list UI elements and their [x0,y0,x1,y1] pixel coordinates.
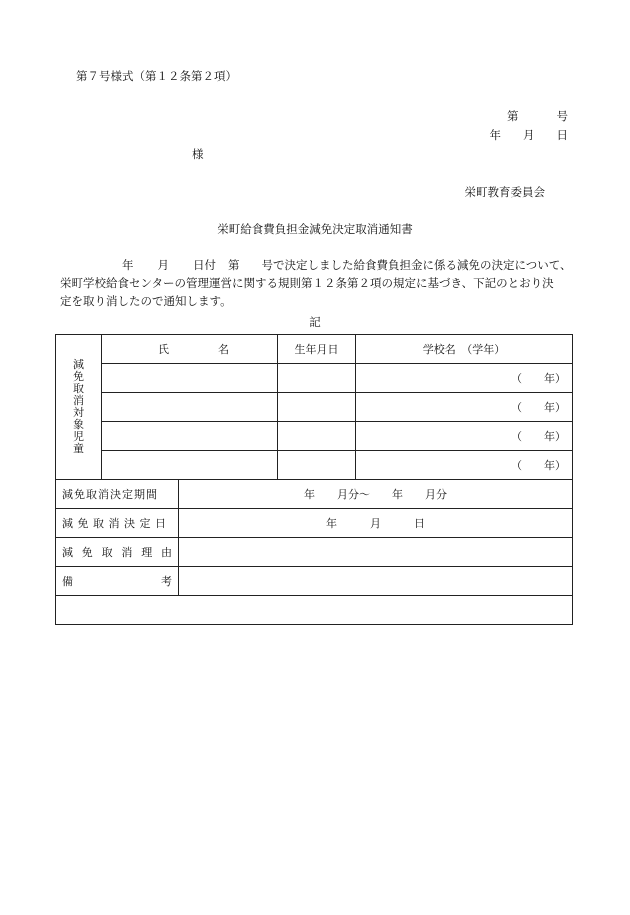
reason-row [56,538,573,567]
date-year: 年 [489,128,501,142]
cancel-date-row [56,509,573,538]
table-row [56,422,573,451]
name-cell[interactable] [102,422,278,451]
period-value[interactable]: 年 月分～ 年 月分 [179,480,573,509]
birthdate-cell[interactable] [278,422,356,451]
doc-number-suffix: 号 [556,109,568,123]
issuer: 栄町教育委員会 [464,185,545,199]
body-line-2: 栄町学校給食センターの管理運営に関する規則第１２条第２項の規定に基づき、下記のとおり決 [60,276,554,290]
birthdate-cell[interactable] [278,393,356,422]
cancel-date-label: 減 免 取 消 決 定 日 [56,509,179,538]
reason-label: 減 免 取 消 理 由 [56,538,179,567]
date-day: 日 [556,128,568,142]
reason-value[interactable] [179,538,573,567]
birthdate-cell[interactable] [278,451,356,480]
body-line-1 [60,256,580,274]
body-line-3: 定を取り消したので通知します。 [60,294,232,308]
birthdate-cell[interactable] [278,364,356,393]
body-date-year: 年 [122,258,134,272]
date-month: 月 [523,128,535,142]
school-cell[interactable]: （ 年） [356,393,573,422]
target-children-label: 減 免 取 消 対 象 児 童 [56,335,102,480]
table-row [56,393,573,422]
name-column-header: 氏 名 [102,335,278,364]
form-number: 第７号様式（第１２条第２項） [76,69,237,83]
remarks-value[interactable] [179,567,573,596]
document-number [507,108,568,124]
name-cell[interactable] [102,451,278,480]
cancel-date-value[interactable]: 年 月 日 [179,509,573,538]
remarks-row [56,567,573,596]
document-date [490,127,569,143]
free-space-area[interactable] [56,596,573,625]
ki-heading: 記 [309,315,321,329]
school-column-header: 学校名 （学年） [356,335,573,364]
table-row [56,364,573,393]
body-date-day: 日付 [193,258,216,272]
addressee: 様 [192,147,204,161]
school-cell[interactable]: （ 年） [356,451,573,480]
school-cell[interactable]: （ 年） [356,422,573,451]
table-row [56,451,573,480]
doc-number-prefix: 第 [507,109,519,123]
name-cell[interactable] [102,393,278,422]
free-space-row [56,596,573,625]
period-row [56,480,573,509]
name-cell[interactable] [102,364,278,393]
remarks-label: 備 考 [56,567,179,596]
body-no-prefix: 第 [228,258,240,272]
birthdate-column-header: 生年月日 [278,335,356,364]
body-text [60,256,580,310]
document-title: 栄町給食費負担金減免決定取消通知書 [217,222,413,236]
form-table [55,334,573,625]
body-date-month: 月 [157,258,169,272]
school-cell[interactable]: （ 年） [356,364,573,393]
body-no-suffix: 号で決定しました給食費負担金に係る減免の決定について、 [261,258,572,272]
period-label: 減免取消決定期間 [56,480,179,509]
table-header-row [56,335,573,364]
